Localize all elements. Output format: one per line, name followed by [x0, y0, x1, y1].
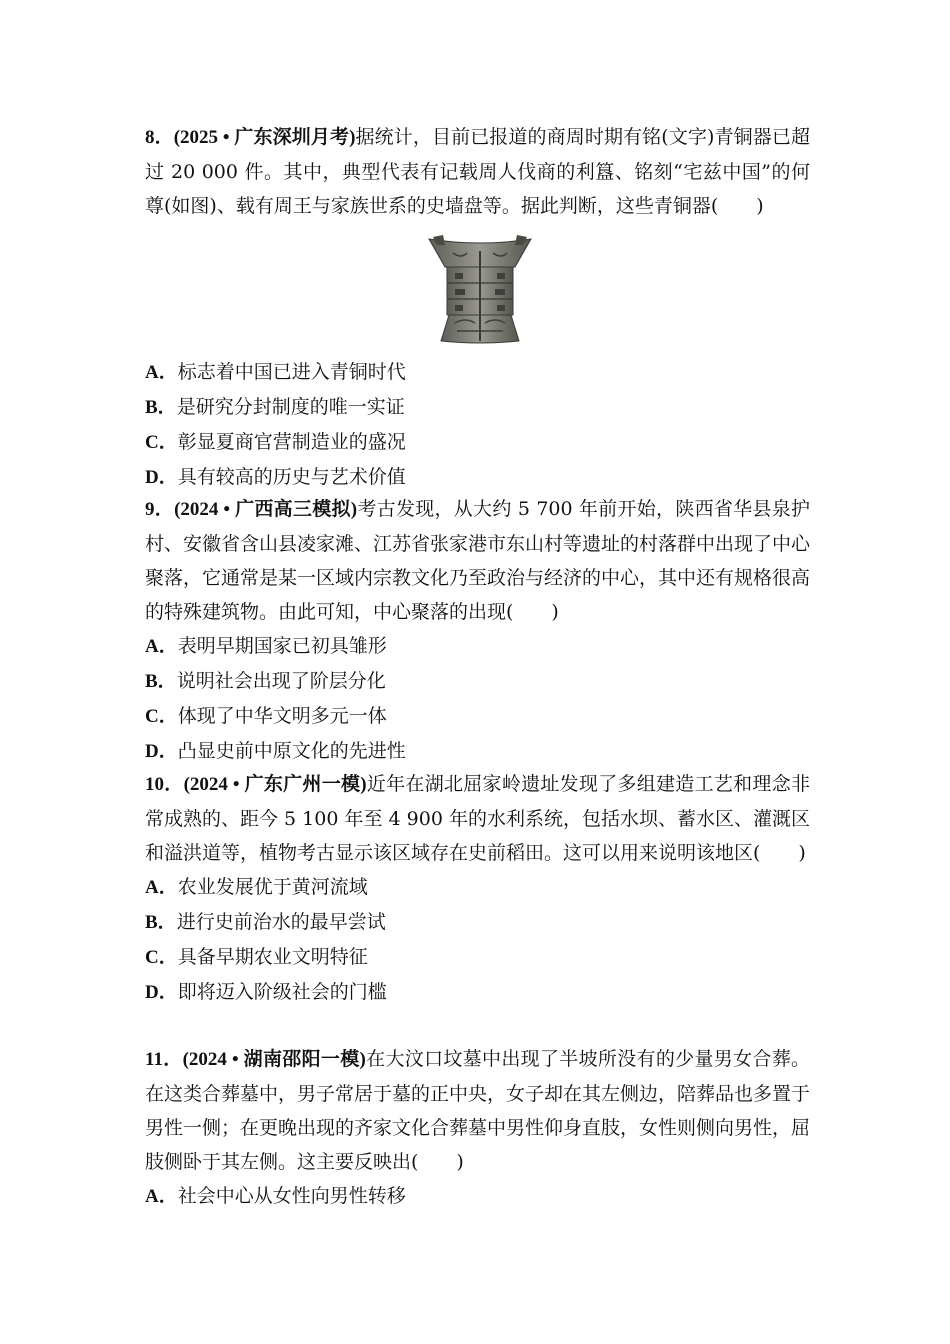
option-d [145, 734, 810, 769]
question-10 [145, 767, 810, 1010]
option-text: 农业发展优于黄河流域 [177, 876, 368, 898]
option-text: 凸显史前中原文化的先进性 [177, 740, 406, 762]
question-number: 9． [145, 499, 175, 520]
question-stem [145, 767, 810, 870]
question-number: 8． [145, 127, 174, 148]
option-b [145, 905, 810, 940]
bronze-vessel-image [425, 233, 535, 345]
option-a [145, 355, 810, 390]
option-letter: B． [145, 397, 177, 418]
option-b [145, 390, 810, 425]
option-letter: A． [145, 1186, 178, 1207]
option-text: 说明社会出现了阶层分化 [176, 670, 386, 692]
option-letter: D． [145, 982, 178, 1003]
option-letter: A． [145, 636, 178, 657]
question-source: (2024 • 湖南邵阳一模) [182, 1049, 366, 1070]
question-stem [145, 120, 810, 223]
question-number: 11． [145, 1049, 183, 1070]
option-a [145, 629, 810, 664]
question-text: 近年在湖北屈家岭遗址发现了多组建造工艺和理念非常成熟的、距今 5 100 年至 4 900 年的水利系统，包括水坝、蓄水区、灌溉区和溢洪道等，植物考古显示该区域存在史前稻田。这可以用来说明该地区( ) [145, 773, 810, 864]
question-9 [145, 492, 810, 769]
option-a [145, 870, 810, 905]
option-text: 标志着中国已进入青铜时代 [177, 361, 406, 383]
option-text: 体现了中华文明多元一体 [177, 705, 387, 727]
option-letter: B． [145, 671, 177, 692]
question-8 [145, 120, 810, 495]
option-text: 是研究分封制度的唯一实证 [176, 396, 405, 418]
option-letter: A． [145, 877, 178, 898]
option-text: 即将迈入阶级社会的门槛 [177, 981, 387, 1003]
question-source: (2024 • 广西高三模拟) [174, 499, 358, 520]
option-letter: B． [145, 912, 177, 933]
option-letter: C． [145, 947, 178, 968]
option-letter: D． [145, 741, 178, 762]
option-letter: C． [145, 432, 178, 453]
option-c [145, 940, 810, 975]
question-source: (2024 • 广东广州一模) [183, 774, 367, 795]
option-text: 具有较高的历史与艺术价值 [177, 466, 406, 488]
question-text: 考古发现，从大约 5 700 年前开始，陕西省华县泉护村、安徽省含山县凌家滩、江苏省张家港市东山村等遗址的村落群中出现了中心聚落，它通常是某一区域内宗教文化乃至政治与经济的中心，其中还有规格很高的特殊建筑物。由此可知，中心聚落的出现( ) [145, 498, 811, 623]
option-a [145, 1179, 810, 1214]
option-letter: A． [145, 362, 178, 383]
question-text: 据统计，目前已报道的商周时期有铭(文字)青铜器已超过 20 000 件。其中，典型代表有记载周人伐商的利簋、铭刻“宅兹中国”的何尊(如图)、载有周王与家族世系的史墙盘等。据此判断，这些青铜器( ) [145, 126, 810, 217]
option-text: 社会中心从女性向男性转移 [177, 1185, 406, 1207]
option-d [145, 460, 810, 495]
option-text: 进行史前治水的最早尝试 [176, 911, 386, 933]
question-source: (2025 • 广东深圳月考) [173, 127, 356, 148]
option-text: 彰显夏商官营制造业的盛况 [177, 431, 406, 453]
question-stem [145, 492, 810, 629]
question-number: 10． [145, 774, 184, 795]
question-11 [145, 1042, 810, 1214]
option-c [145, 425, 810, 460]
option-text: 具备早期农业文明特征 [177, 946, 368, 968]
option-d [145, 975, 810, 1010]
question-stem [145, 1042, 810, 1179]
option-letter: D． [145, 467, 178, 488]
option-letter: C． [145, 706, 178, 727]
question-text: 在大汶口坟墓中出现了半坡所没有的少量男女合葬。在这类合葬墓中，男子常居于墓的正中央，女子却在其左侧边，陪葬品也多置于男性一侧；在更晚出现的齐家文化合葬墓中男性仰身直肢，女性则侧向男性，屈肢侧卧于其左侧。这主要反映出( ) [145, 1048, 811, 1173]
option-b [145, 664, 810, 699]
option-text: 表明早期国家已初具雏形 [177, 635, 387, 657]
option-c [145, 699, 810, 734]
